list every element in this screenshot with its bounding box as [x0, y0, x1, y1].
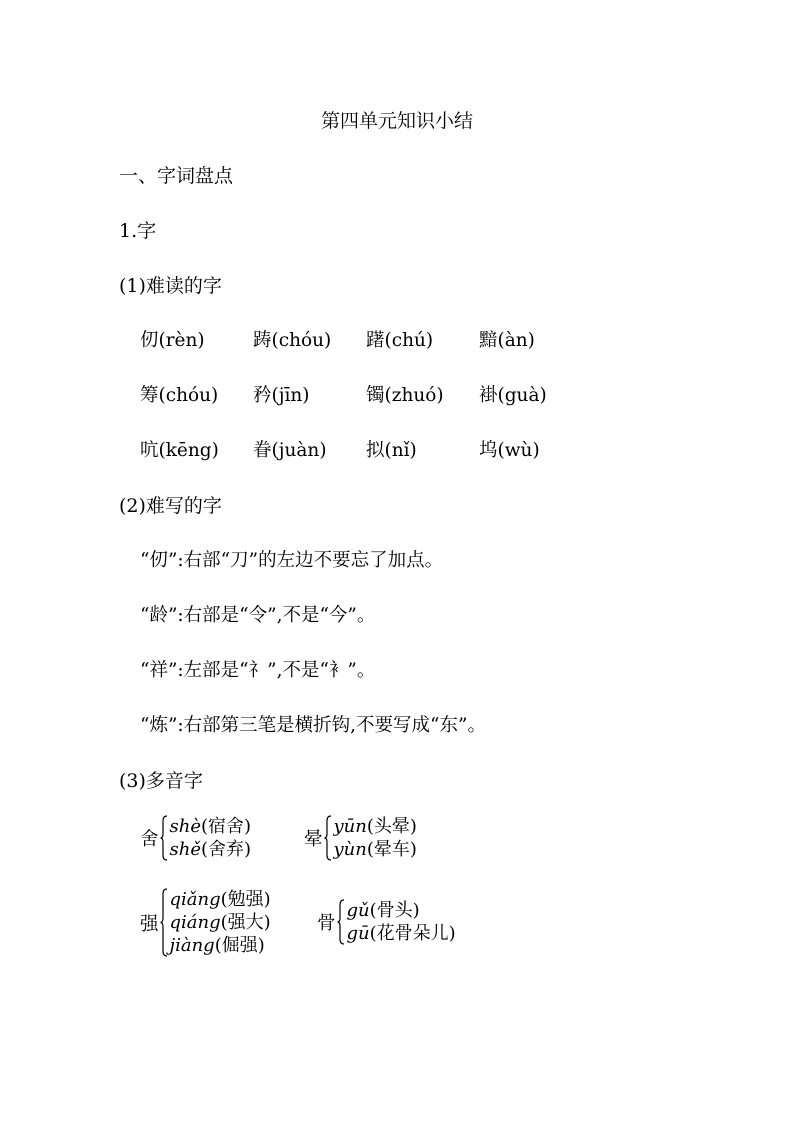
example-word: (宿舍): [201, 816, 252, 837]
hard-write-note: “炼”:右部第三笔是横折钩,不要写成“东”。: [140, 715, 486, 736]
example-word: (舍弃): [201, 839, 252, 860]
example-word: (头晕): [366, 816, 417, 837]
hard-read-item: 坞(wù): [479, 440, 540, 461]
polyphone-qiang: [140, 888, 271, 957]
hard-write-note: “祥”:左部是“礻”,不是“衤”。: [140, 660, 376, 681]
part-heading-hard-write: (2)难写的字: [119, 495, 222, 517]
example-word: (晕车): [366, 839, 417, 860]
polyphone-char: 强: [140, 913, 159, 935]
example-word: (骨头): [369, 900, 420, 921]
hard-read-item: 仞(rèn): [140, 330, 205, 351]
hard-read-item: 眷(juàn): [253, 440, 327, 461]
example-word: (勉强): [220, 889, 271, 910]
hard-read-item: 拟(nǐ): [366, 440, 417, 461]
polyphone-she: [140, 815, 251, 861]
brace-icon: [160, 888, 168, 957]
hard-read-item: 褂(guà): [479, 385, 547, 406]
example-word: (花骨朵儿): [369, 923, 456, 944]
polyphone-char: 晕: [304, 829, 323, 850]
hard-read-item: 踌(chóu): [253, 330, 332, 351]
brace-icon: [337, 899, 345, 945]
pinyin: gū: [346, 923, 370, 944]
brace-icon: [324, 815, 332, 861]
example-word: (倔强): [214, 935, 265, 956]
hard-read-item: 镯(zhuó): [366, 385, 444, 406]
hard-read-item: 筹(chóu): [140, 385, 219, 406]
polyphone-yun: [304, 815, 417, 861]
hard-read-item: 躇(chú): [366, 330, 434, 351]
pinyin: yùn: [333, 839, 367, 860]
hard-read-item: 吭(kēng): [140, 440, 219, 461]
pinyin: gǔ: [346, 900, 370, 921]
part-heading-polyphone: (3)多音字: [119, 770, 203, 792]
part-heading-hard-read: (1)难读的字: [119, 275, 222, 297]
hard-read-item: 矜(jīn): [253, 385, 310, 406]
pinyin: shě: [169, 839, 201, 860]
pinyin: yūn: [333, 816, 367, 837]
polyphone-gu: [317, 899, 456, 945]
pinyin: qiáng: [169, 912, 221, 933]
subsection-heading: 1.字: [119, 220, 157, 242]
example-word: (强大): [220, 912, 271, 933]
pinyin: shè: [169, 816, 201, 837]
pinyin: qiǎng: [169, 889, 221, 910]
polyphone-char: 舍: [140, 829, 159, 850]
page-title: 第四单元知识小结: [320, 110, 473, 132]
polyphone-char: 骨: [317, 913, 336, 934]
pinyin: jiàng: [169, 935, 215, 956]
hard-write-note: “龄”:右部是“令”,不是“今”。: [140, 605, 376, 626]
section-heading: 一、字词盘点: [119, 165, 234, 187]
brace-icon: [160, 815, 168, 861]
hard-read-item: 黯(àn): [479, 330, 535, 351]
hard-write-note: “仞”:右部“刀”的左边不要忘了加点。: [140, 550, 444, 571]
